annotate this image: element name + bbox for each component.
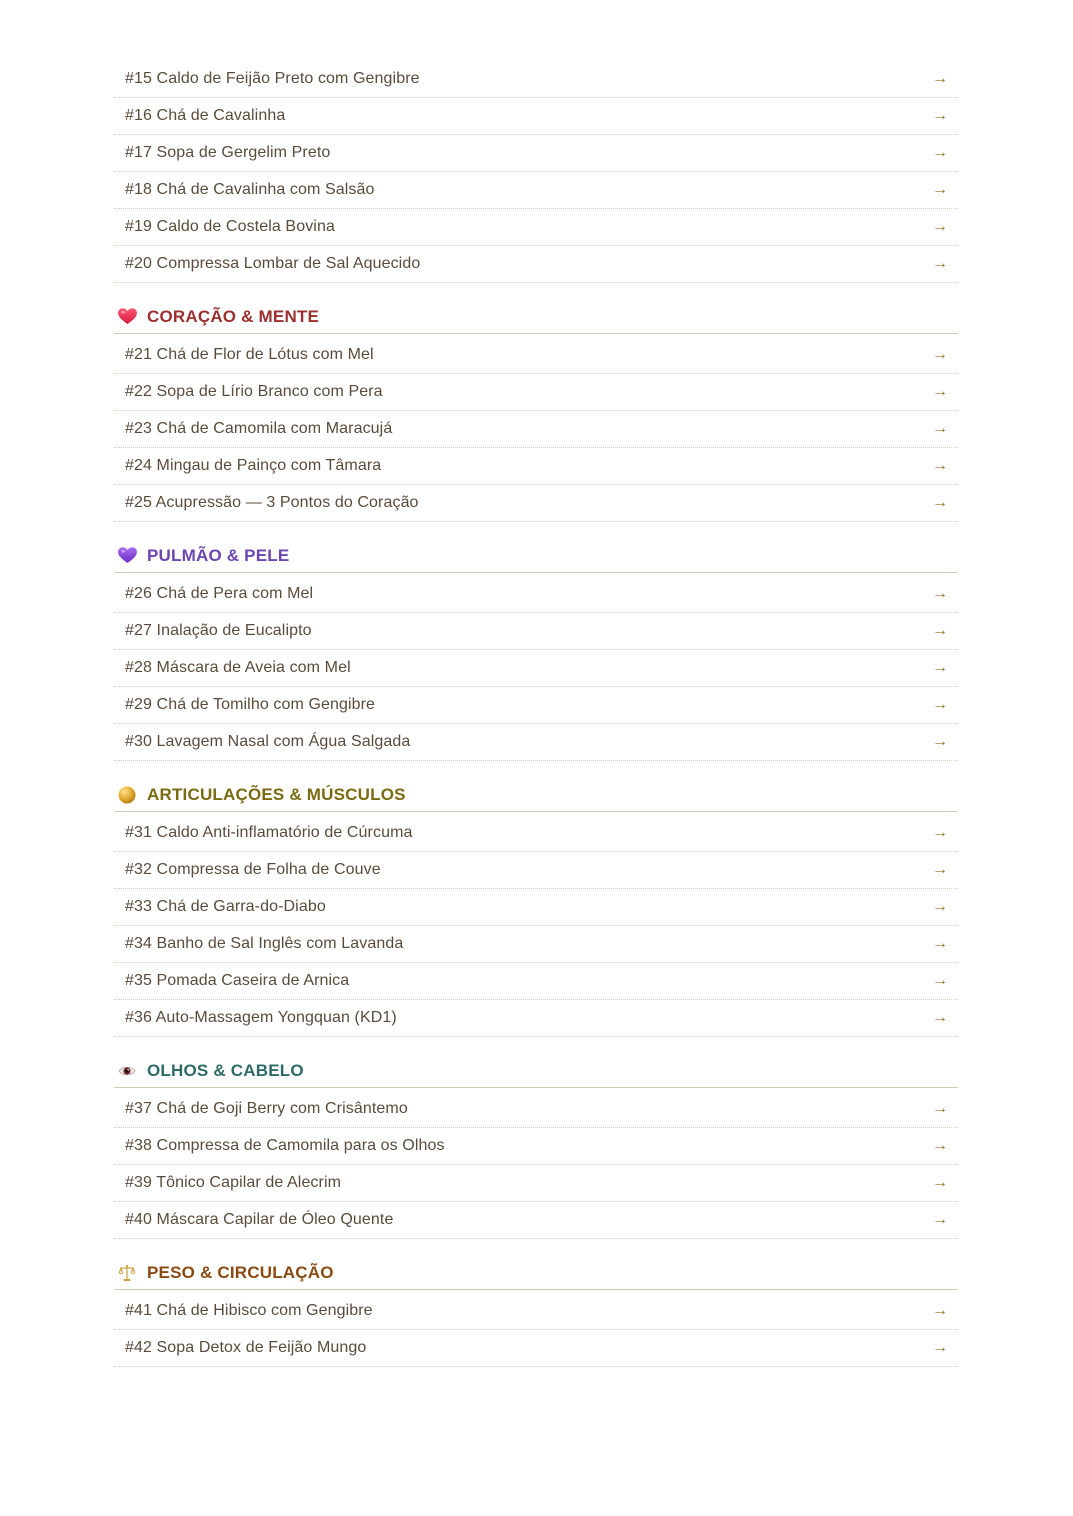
section-pulmao-pele (114, 539, 958, 761)
section-title: PESO & CIRCULAÇÃO (147, 1262, 334, 1282)
arrow-right-icon: → (932, 1339, 948, 1356)
arrow-right-icon: → (932, 1009, 948, 1026)
toc-row-label: #31 Caldo Anti-inflamatório de Cúrcuma (125, 824, 413, 841)
arrow-right-icon: → (932, 1302, 948, 1319)
arrow-right-icon: → (932, 457, 948, 474)
section-coracao-mente (114, 300, 958, 522)
toc-row[interactable] (114, 815, 958, 852)
purple-heart-icon (117, 546, 137, 566)
section-olhos-cabelo (114, 1054, 958, 1239)
toc-row[interactable] (114, 337, 958, 374)
arrow-right-icon: → (932, 898, 948, 915)
toc-row-label: #38 Compressa de Camomila para os Olhos (125, 1137, 445, 1154)
toc-row-label: #17 Sopa de Gergelim Preto (125, 144, 331, 161)
toc-row[interactable] (114, 576, 958, 613)
toc-row[interactable] (114, 724, 958, 761)
toc-row-label: #25 Acupressão — 3 Pontos do Coração (125, 494, 419, 511)
arrow-right-icon: → (932, 622, 948, 639)
arrow-right-icon: → (932, 585, 948, 602)
arrow-right-icon: → (932, 972, 948, 989)
section-title: CORAÇÃO & MENTE (147, 306, 320, 326)
arrow-right-icon: → (932, 181, 948, 198)
arrow-right-icon: → (932, 218, 948, 235)
arrow-right-icon: → (932, 1174, 948, 1191)
toc-row[interactable] (114, 1091, 958, 1128)
toc-row[interactable] (114, 650, 958, 687)
toc-row[interactable] (114, 1293, 958, 1330)
toc-row-label: #15 Caldo de Feijão Preto com Gengibre (125, 69, 420, 87)
arrow-right-icon: → (932, 733, 948, 750)
toc-row-label: #32 Compressa de Folha de Couve (125, 861, 381, 878)
toc-row[interactable] (114, 1202, 958, 1239)
toc-row-label: #18 Chá de Cavalinha com Salsão (125, 181, 375, 198)
toc-row[interactable] (114, 613, 958, 650)
toc-row[interactable] (114, 209, 958, 246)
arrow-right-icon: → (932, 383, 948, 400)
toc-row-label: #34 Banho de Sal Inglês com Lavanda (125, 935, 404, 952)
toc-row-label: #39 Tônico Capilar de Alecrim (125, 1174, 342, 1191)
arrow-right-icon: → (932, 824, 948, 841)
toc-row-label: #27 Inalação de Eucalipto (125, 622, 312, 639)
intro-list (114, 60, 958, 283)
section-title: ARTICULAÇÕES & MÚSCULOS (147, 784, 406, 804)
arrow-right-icon: → (932, 346, 948, 363)
toc-row[interactable] (114, 852, 958, 889)
toc-row-label: #24 Mingau de Painço com Tâmara (125, 457, 382, 474)
toc-row-label: #22 Sopa de Lírio Branco com Pera (125, 383, 383, 400)
toc-row[interactable] (114, 172, 958, 209)
arrow-right-icon: → (932, 1211, 948, 1228)
toc-row-label: #41 Chá de Hibisco com Gengibre (125, 1302, 373, 1319)
toc-row[interactable] (114, 374, 958, 411)
arrow-right-icon: → (932, 935, 948, 952)
toc-row-label: #23 Chá de Camomila com Maracujá (125, 420, 393, 437)
toc-row[interactable] (114, 926, 958, 963)
toc-row[interactable] (114, 687, 958, 724)
arrow-right-icon: → (932, 1100, 948, 1117)
section-header (114, 539, 958, 573)
toc-row-label: #33 Chá de Garra-do-Diabo (125, 898, 326, 915)
toc-row[interactable] (114, 98, 958, 135)
table-of-contents (114, 60, 958, 1367)
toc-row[interactable] (114, 411, 958, 448)
toc-row[interactable] (114, 246, 958, 283)
toc-row-label: #42 Sopa Detox de Feijão Mungo (125, 1339, 367, 1356)
section-header (114, 1054, 958, 1088)
arrow-right-icon: → (932, 659, 948, 676)
section-title: OLHOS & CABELO (147, 1060, 304, 1080)
arrow-right-icon: → (932, 107, 948, 124)
gold-circle-icon (117, 785, 137, 805)
toc-row-label: #16 Chá de Cavalinha (125, 107, 286, 124)
arrow-right-icon: → (932, 1137, 948, 1154)
toc-row[interactable] (114, 135, 958, 172)
section-header (114, 1256, 958, 1290)
section-title: PULMÃO & PELE (147, 545, 290, 565)
toc-row-label: #36 Auto-Massagem Yongquan (KD1) (125, 1009, 397, 1026)
toc-row[interactable] (114, 963, 958, 1000)
toc-row[interactable] (114, 448, 958, 485)
toc-row[interactable] (114, 1128, 958, 1165)
section-header (114, 300, 958, 334)
arrow-right-icon: → (932, 144, 948, 161)
toc-row-label: #20 Compressa Lombar de Sal Aquecido (125, 255, 421, 272)
section-articulacoes-musculos (114, 778, 958, 1037)
arrow-right-icon: → (932, 696, 948, 713)
toc-row-label: #35 Pomada Caseira de Arnica (125, 972, 350, 989)
arrow-right-icon: → (932, 861, 948, 878)
section-header (114, 778, 958, 812)
balance-scale-icon (117, 1263, 137, 1283)
arrow-right-icon: → (932, 255, 948, 272)
arrow-right-icon: → (932, 494, 948, 511)
toc-row-label: #29 Chá de Tomilho com Gengibre (125, 696, 376, 713)
heart-icon (117, 307, 137, 327)
toc-row[interactable] (114, 60, 958, 98)
toc-row-label: #28 Máscara de Aveia com Mel (125, 659, 351, 676)
arrow-right-icon: → (932, 69, 948, 87)
toc-row-label: #26 Chá de Pera com Mel (125, 585, 314, 602)
toc-row[interactable] (114, 485, 958, 522)
eye-icon (117, 1061, 137, 1081)
toc-row-label: #21 Chá de Flor de Lótus com Mel (125, 346, 374, 363)
toc-row[interactable] (114, 889, 958, 926)
arrow-right-icon: → (932, 420, 948, 437)
toc-row-label: #19 Caldo de Costela Bovina (125, 218, 335, 235)
section-peso-circulacao (114, 1256, 958, 1367)
toc-row-label: #40 Máscara Capilar de Óleo Quente (125, 1211, 394, 1228)
toc-row-label: #37 Chá de Goji Berry com Crisântemo (125, 1100, 408, 1117)
toc-row[interactable] (114, 1165, 958, 1202)
toc-row-label: #30 Lavagem Nasal com Água Salgada (125, 733, 411, 750)
toc-row[interactable] (114, 1000, 958, 1037)
toc-row[interactable] (114, 1330, 958, 1367)
